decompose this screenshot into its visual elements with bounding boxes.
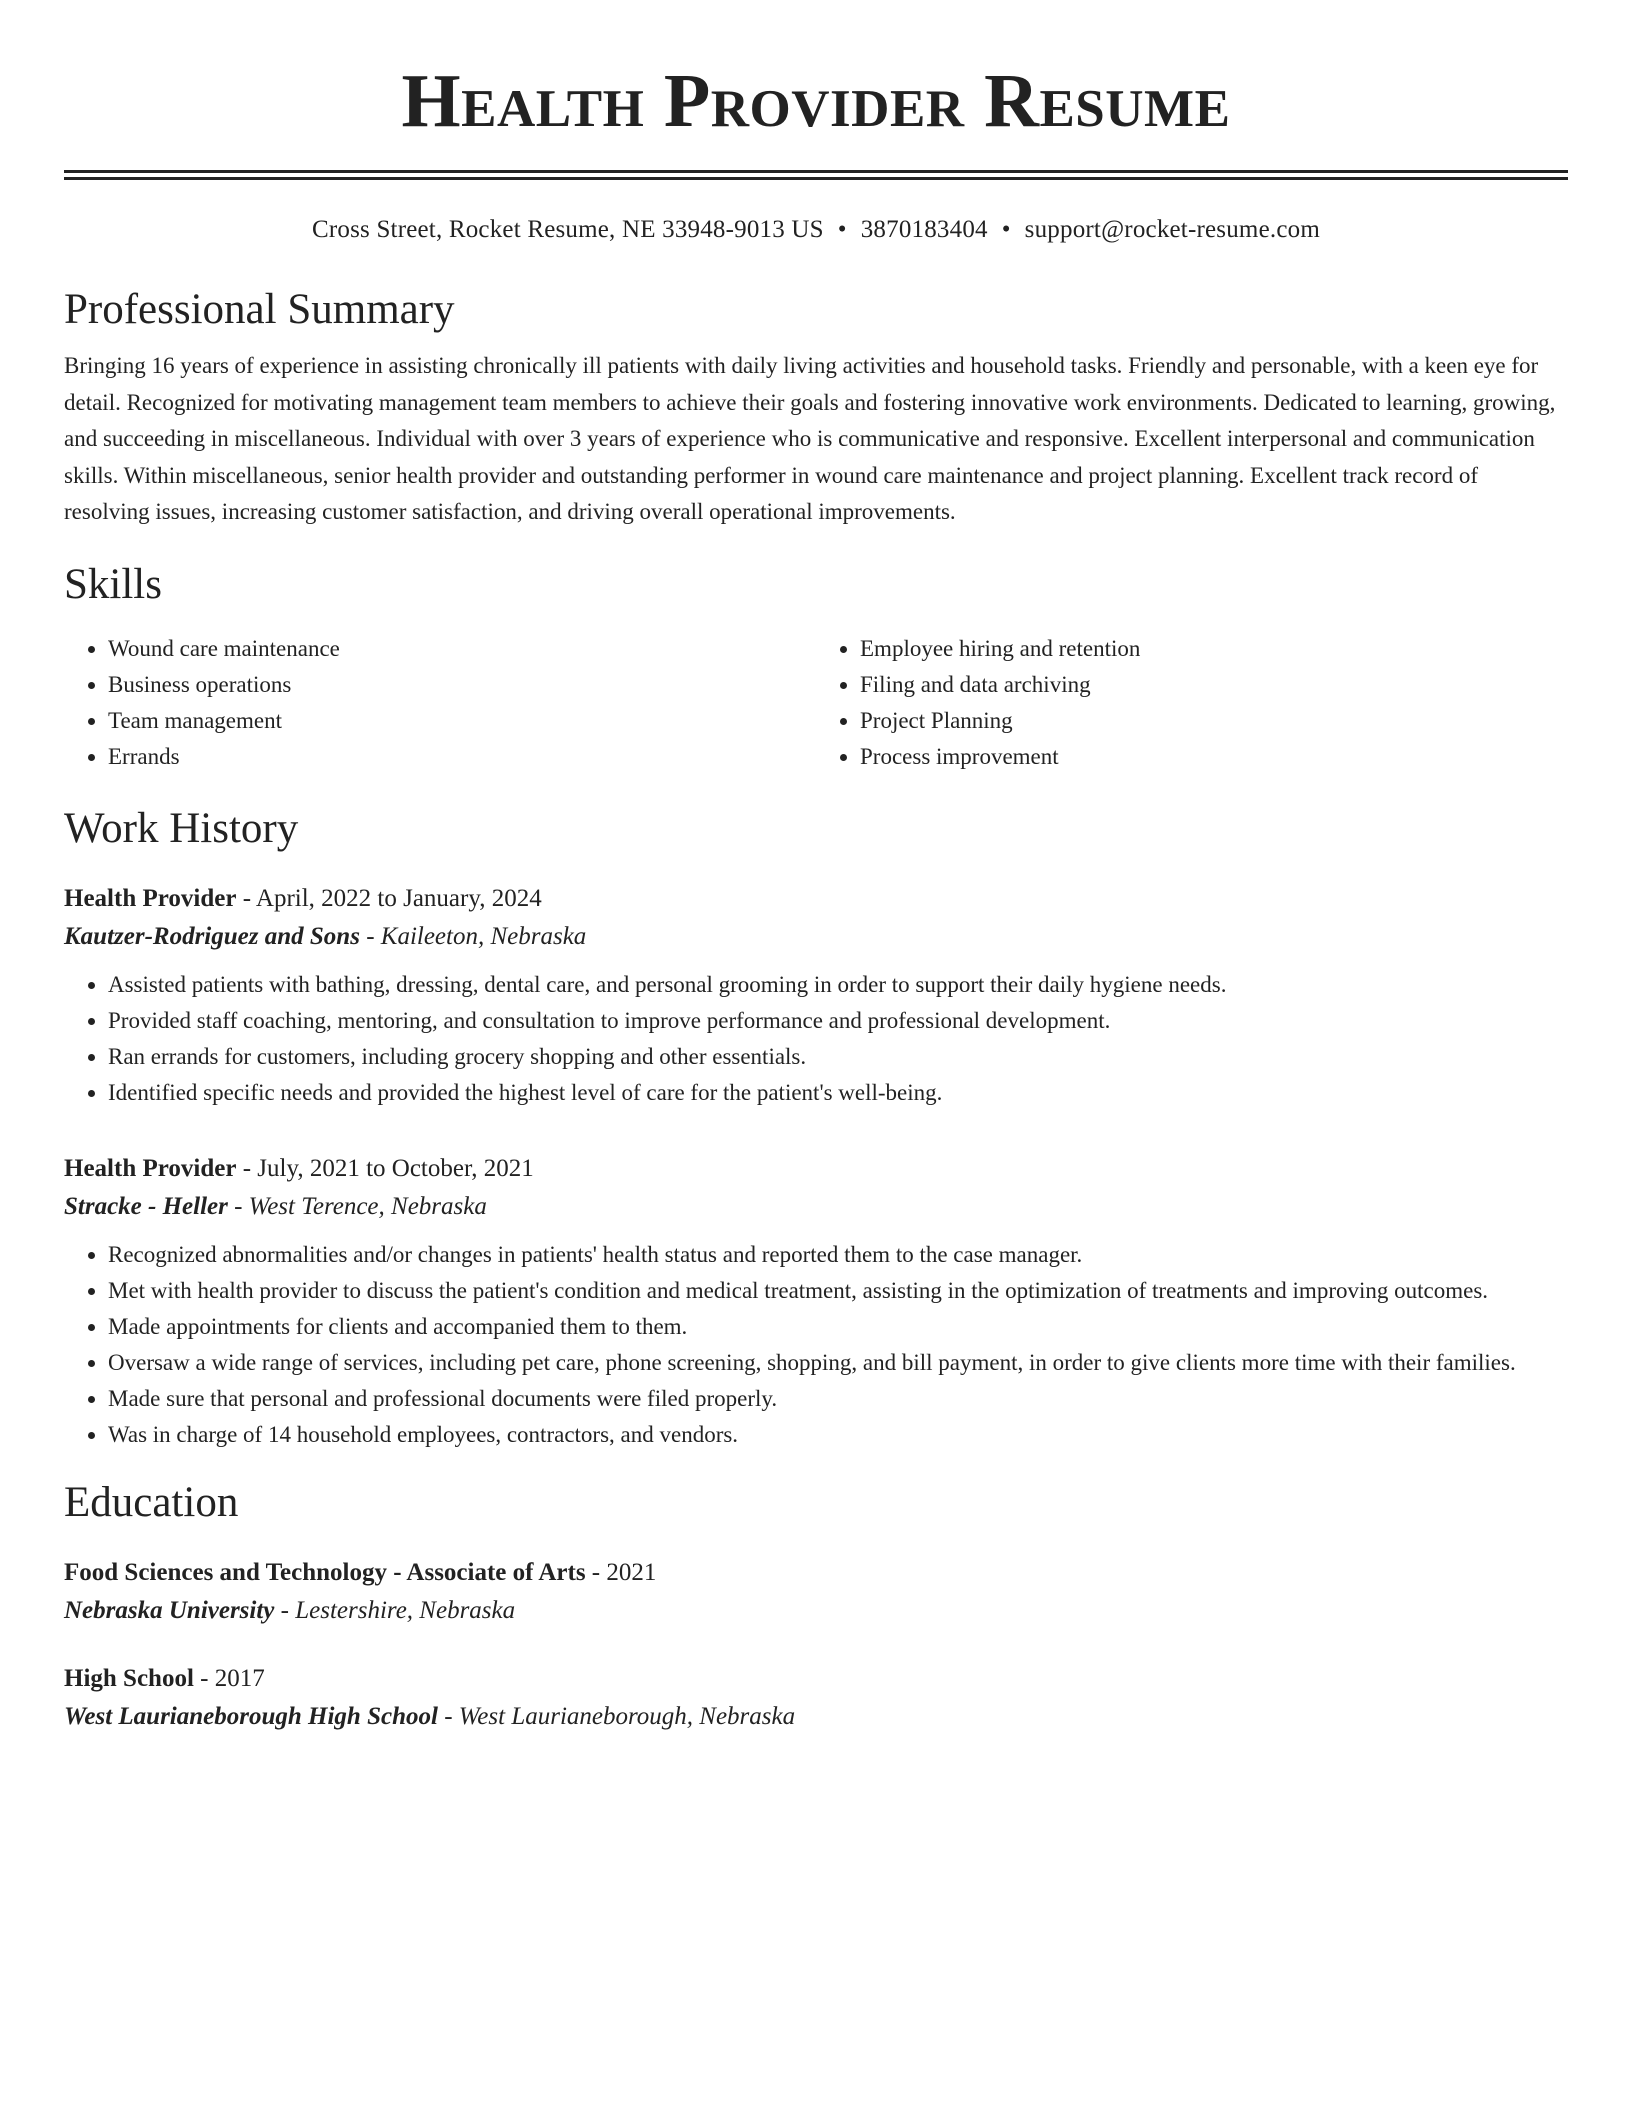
skill-item: • Wound care maintenance bbox=[108, 631, 816, 667]
contact-separator: • bbox=[837, 216, 847, 243]
skill-item: • Errands bbox=[108, 739, 816, 775]
skills-heading: Skills bbox=[64, 560, 162, 608]
work-history-heading: Work History bbox=[64, 804, 299, 852]
skill-item: • Business operations bbox=[108, 667, 816, 703]
job-entry bbox=[64, 1151, 1568, 1453]
education-entry bbox=[64, 1661, 1568, 1737]
job-company-line bbox=[64, 917, 1568, 957]
job-title: Health Provider bbox=[64, 1154, 237, 1182]
job-company: Stracke - Heller bbox=[64, 1192, 228, 1220]
education-heading: Education bbox=[64, 1478, 239, 1526]
education-year: - 2021 bbox=[585, 1558, 657, 1586]
education-school: West Laurianeborough High School bbox=[64, 1702, 438, 1730]
education-degree: High School bbox=[64, 1664, 194, 1692]
job-duty: • Assisted patients with bathing, dressing, dental care, and personal grooming in order to support their daily hygiene needs. bbox=[108, 967, 1568, 1003]
title-double-rule bbox=[64, 170, 1568, 180]
job-title-line bbox=[64, 1151, 1568, 1187]
contact-line bbox=[64, 214, 1568, 246]
job-location: - Kaileeton, Nebraska bbox=[359, 922, 587, 950]
contact-phone: 3870183404 bbox=[860, 216, 988, 243]
job-dates: - April, 2022 to January, 2024 bbox=[236, 884, 542, 912]
education-school-line bbox=[64, 1697, 1568, 1737]
job-duty: • Oversaw a wide range of services, including pet care, phone screening, shopping, and bill payment, in order to give clients more time with their families. bbox=[108, 1345, 1568, 1381]
job-title: Health Provider bbox=[64, 884, 237, 912]
skills-left-column bbox=[64, 631, 816, 775]
skill-item: • Process improvement bbox=[860, 739, 1568, 775]
summary-heading: Professional Summary bbox=[64, 286, 455, 333]
job-duty: • Was in charge of 14 household employees, contractors, and vendors. bbox=[108, 1417, 1568, 1453]
job-duty: • Met with health provider to discuss the patient's condition and medical treatment, assisting in the optimization of treatments and improving outcomes. bbox=[108, 1273, 1568, 1309]
education-location: - Lestershire, Nebraska bbox=[274, 1596, 516, 1624]
education-location: - West Laurianeborough, Nebraska bbox=[437, 1702, 796, 1730]
summary-text: Bringing 16 years of experience in assisting chronically ill patients with daily living activities and household tasks. Friendly and personable, with a keen eye for detail. Recognized for motivating management team members to achieve their goals and fostering innovative work environments. Dedicated to learning, growing, and succeeding in miscellaneous. Individual with over 3 years of experience who is communicative and responsive. Excellent interpersonal and communication skills. Within miscellaneous, senior health provider and outstanding performer in wound care maintenance and project planning. Excellent track record of resolving issues, increasing customer satisfaction, and driving overall operational improvements. bbox=[64, 353, 1556, 524]
job-duty: • Made appointments for clients and accompanied them to them. bbox=[108, 1309, 1568, 1345]
education-degree-line bbox=[64, 1661, 1568, 1697]
contact-email: support@rocket-resume.com bbox=[1024, 216, 1320, 243]
job-dates: - July, 2021 to October, 2021 bbox=[236, 1154, 534, 1182]
job-company-line bbox=[64, 1187, 1568, 1227]
education-degree: Food Sciences and Technology - Associate of Arts bbox=[64, 1558, 586, 1586]
education-entry bbox=[64, 1555, 1568, 1631]
resume-title: Health Provider Resume bbox=[401, 59, 1231, 143]
job-duty: • Identified specific needs and provided the highest level of care for the patient's well-being. bbox=[108, 1075, 1568, 1111]
job-duties-list bbox=[64, 1237, 1568, 1453]
contact-address: Cross Street, Rocket Resume, NE 33948-9013 US bbox=[312, 216, 824, 243]
job-duty: • Recognized abnormalities and/or changes in patients' health status and reported them to the case manager. bbox=[108, 1237, 1568, 1273]
skill-item: • Filing and data archiving bbox=[860, 667, 1568, 703]
skills-grid bbox=[64, 631, 1568, 775]
contact-separator: • bbox=[1001, 216, 1011, 243]
job-duties-list bbox=[64, 967, 1568, 1111]
job-title-line bbox=[64, 881, 1568, 917]
job-entry bbox=[64, 881, 1568, 1111]
job-duty: • Ran errands for customers, including grocery shopping and other essentials. bbox=[108, 1039, 1568, 1075]
job-company: Kautzer-Rodriguez and Sons bbox=[64, 922, 360, 950]
skills-right-column bbox=[816, 631, 1568, 775]
education-school-line bbox=[64, 1591, 1568, 1631]
education-year: - 2017 bbox=[193, 1664, 265, 1692]
skill-item: • Project Planning bbox=[860, 703, 1568, 739]
education-degree-line bbox=[64, 1555, 1568, 1591]
job-duty: • Provided staff coaching, mentoring, and consultation to improve performance and professional development. bbox=[108, 1003, 1568, 1039]
skill-item: • Team management bbox=[108, 703, 816, 739]
education-school: Nebraska University bbox=[64, 1596, 275, 1624]
job-duty: • Made sure that personal and professional documents were filed properly. bbox=[108, 1381, 1568, 1417]
job-location: - West Terence, Nebraska bbox=[227, 1192, 487, 1220]
skill-item: • Employee hiring and retention bbox=[860, 631, 1568, 667]
